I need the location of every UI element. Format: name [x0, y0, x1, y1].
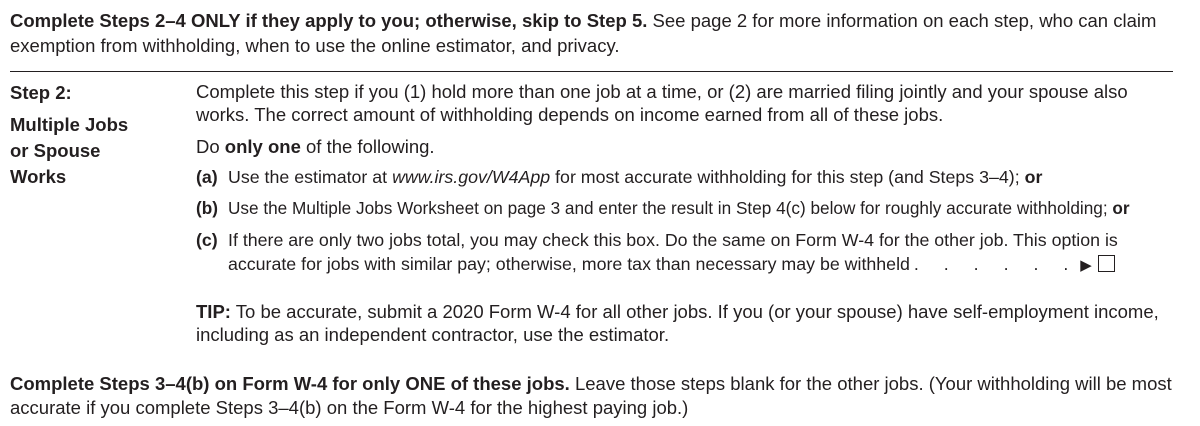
tip-paragraph	[196, 300, 1174, 346]
steps-3-4b-note	[10, 372, 1190, 420]
option-c-tag: (c)	[196, 230, 218, 250]
option-a-pre: Use the estimator at	[228, 167, 393, 187]
option-c	[196, 228, 1174, 278]
do-pre: Do	[196, 136, 225, 157]
footer-text: Leave those steps blank for the other jobs. (Your withholding will be most accurate if you complete Steps 3–4(b) on the Form W-4 for the highest paying job.)	[10, 373, 1172, 418]
option-a	[196, 165, 1174, 189]
do-post: of the following.	[300, 136, 435, 157]
option-a-tag: (a)	[196, 167, 218, 187]
step2-number: Step 2:	[10, 82, 72, 103]
option-a-or: or	[1024, 167, 1043, 187]
tip-label: TIP:	[196, 301, 231, 322]
arrow-right-icon: ▶	[1080, 257, 1092, 274]
option-b	[196, 196, 1174, 220]
option-b-or: or	[1112, 198, 1130, 218]
steps-instructions-bold: Complete Steps 2–4 ONLY if they apply to you; otherwise, skip to Step 5.	[10, 10, 648, 31]
steps-instructions-text: See page 2 for more information on each step, who can claim exemption from withholding, when to use the online estimator, and privacy.	[10, 10, 1157, 56]
option-b-text: Use the Multiple Jobs Worksheet on page 3 and enter the result in Step 4(c) below for roughly accurate withholding;	[228, 198, 1113, 218]
step2-intro: Complete this step if you (1) hold more than one job at a time, or (2) are married filing jointly and your spouse also works. The correct amount of withholding depends on income earned from all of these jobs.	[196, 81, 1128, 125]
section-divider	[10, 71, 1173, 72]
step2-content	[196, 80, 1174, 346]
option-c-text: If there are only two jobs total, you may check this box. Do the same on Form W-4 for the other job. This option is accurate for jobs with similar pay; otherwise, more tax than necessary may be withheld	[228, 230, 1118, 274]
footer-bold: Complete Steps 3–4(b) on Form W-4 for only ONE of these jobs.	[10, 373, 570, 394]
steps-instructions	[10, 8, 1190, 58]
step2-do-one	[196, 135, 1174, 158]
tip-text: To be accurate, submit a 2020 Form W-4 for all other jobs. If you (or your spouse) have self-employment income, including as an independent contractor, use the estimator.	[196, 301, 1159, 345]
step2-title-line3: Works	[10, 166, 67, 187]
do-bold: only one	[224, 136, 301, 157]
option-b-tag: (b)	[196, 198, 218, 218]
dot-leader: . . . . . .	[913, 254, 1079, 274]
two-jobs-checkbox[interactable]	[1098, 255, 1115, 272]
step2-title-line1: Multiple Jobs	[10, 114, 129, 135]
step2-title-line2: or Spouse	[10, 140, 101, 161]
option-a-post: for most accurate withholding for this step (and Steps 3–4);	[550, 167, 1025, 187]
estimator-link[interactable]: www.irs.gov/W4App	[392, 167, 551, 187]
step2-heading	[10, 80, 180, 190]
